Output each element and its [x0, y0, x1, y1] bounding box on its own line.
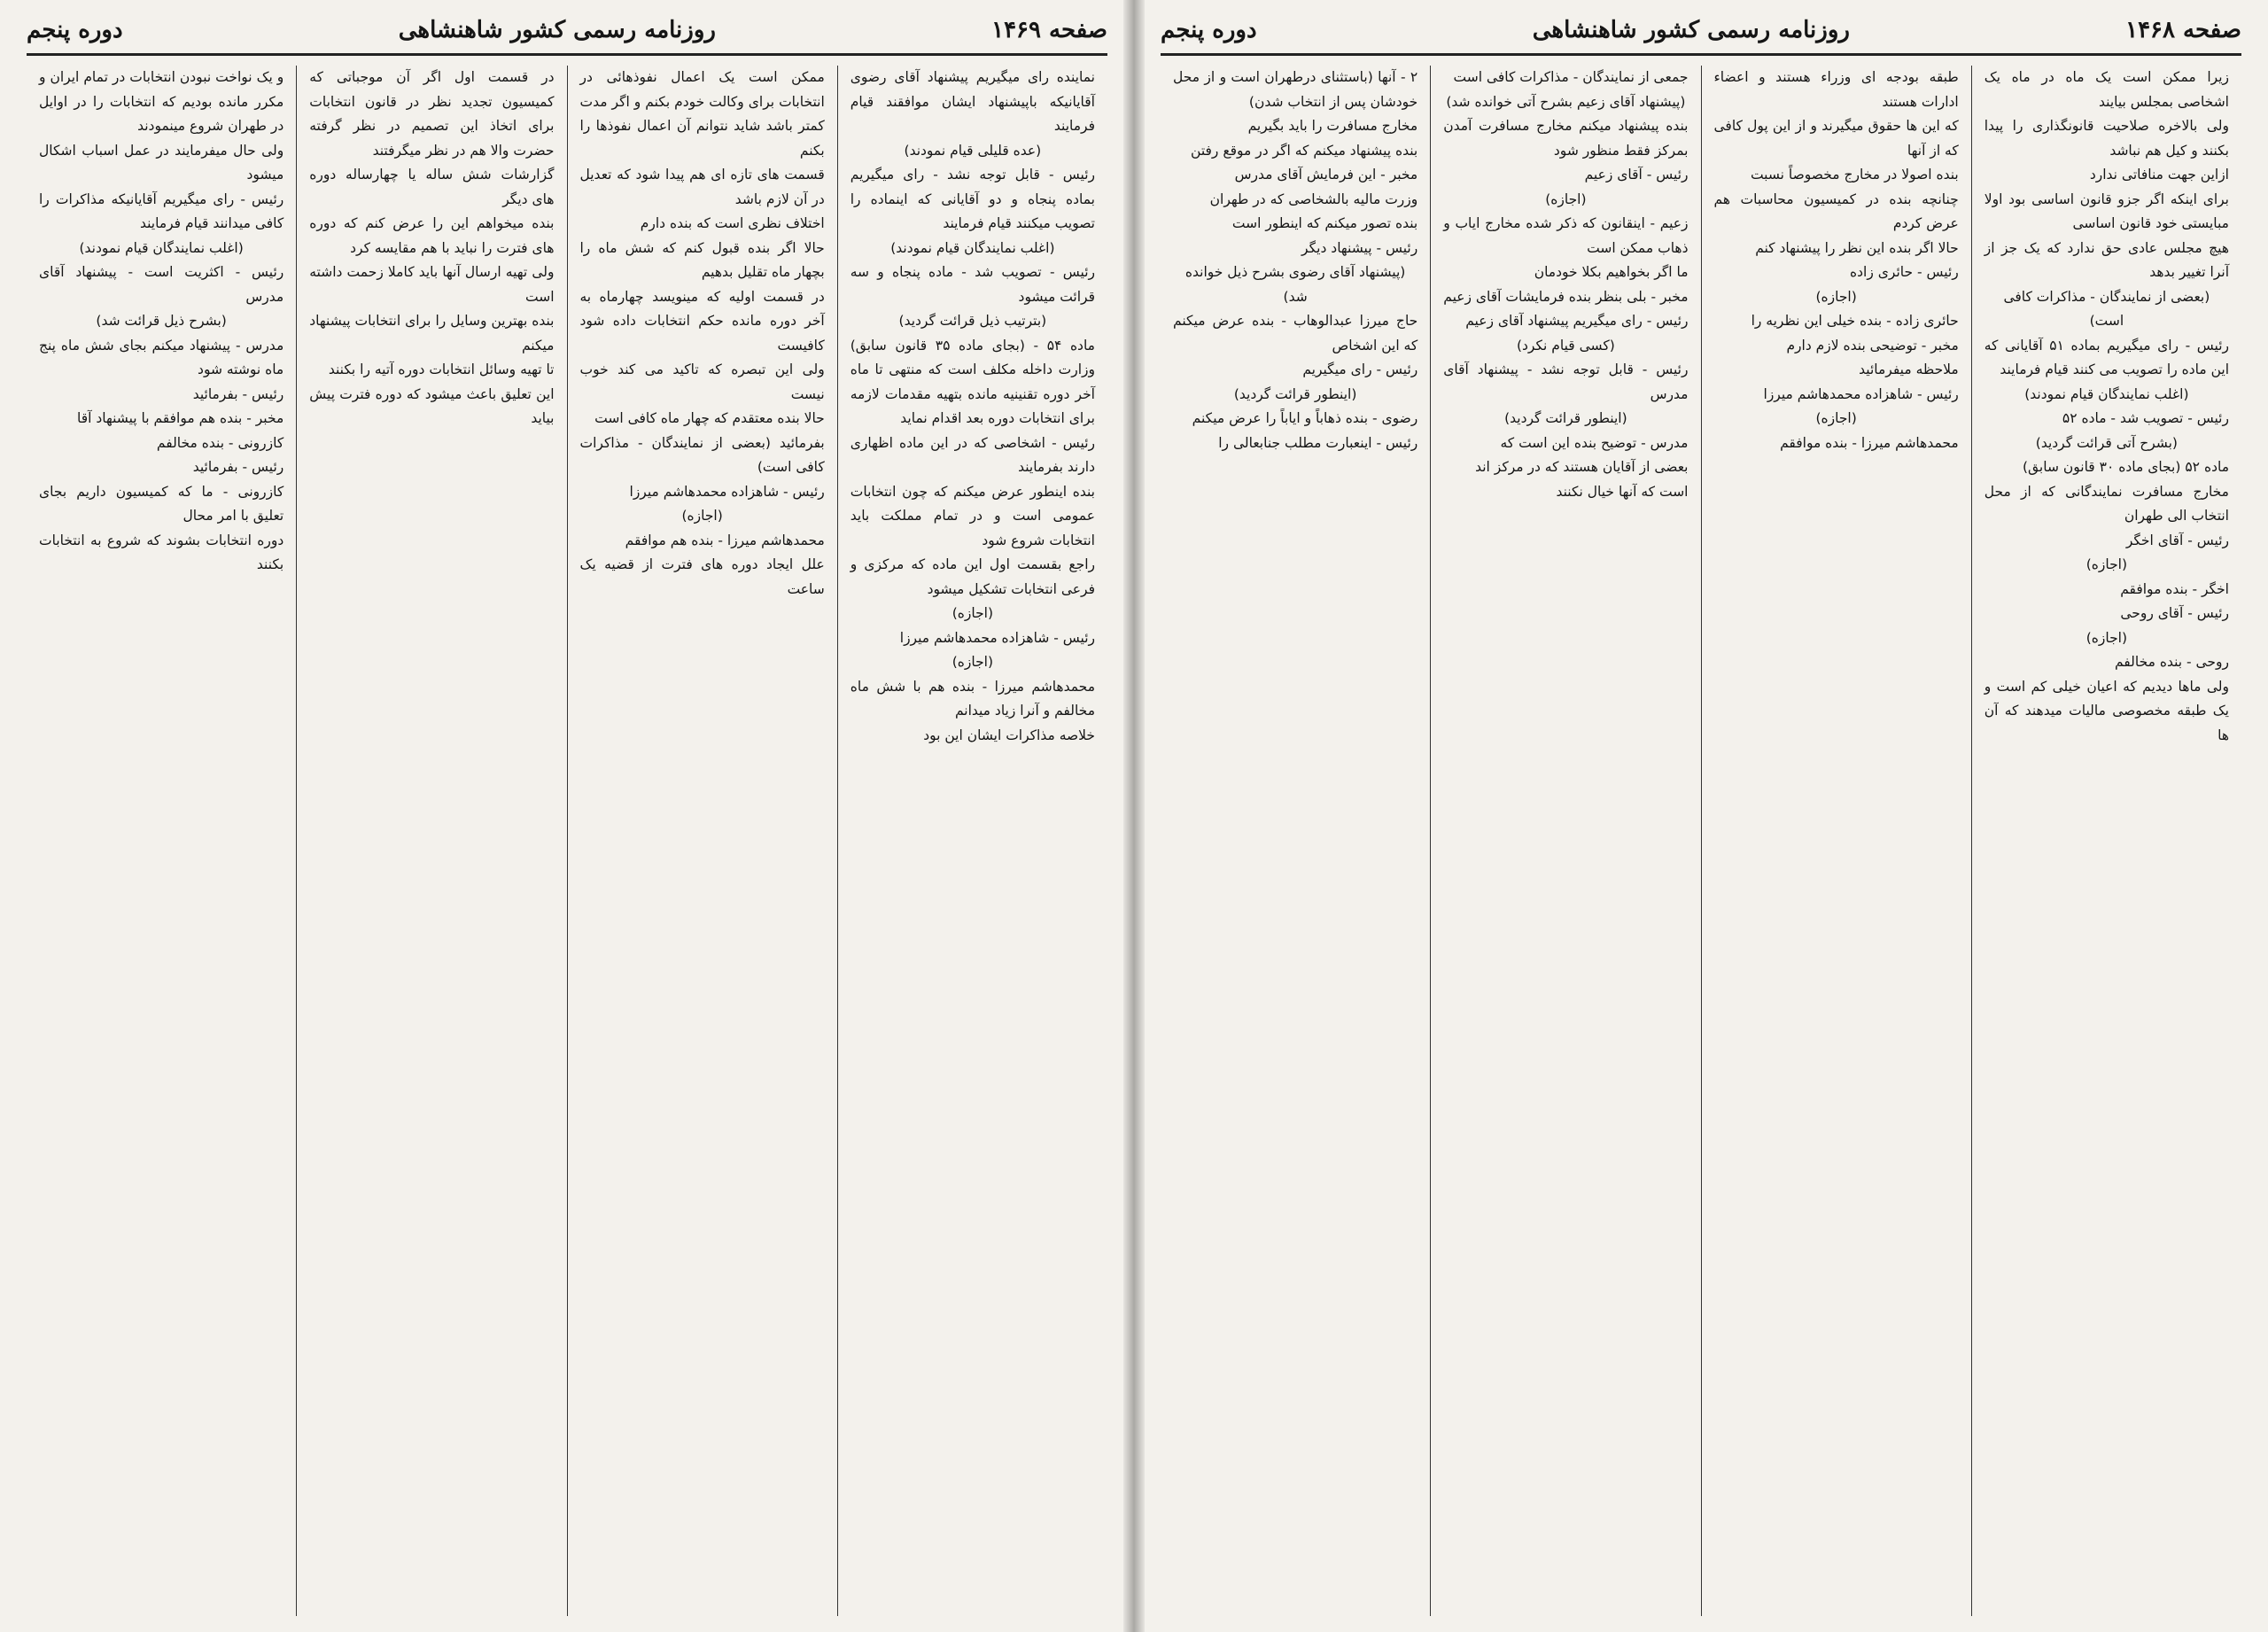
text-column [1430, 66, 1700, 1616]
column-paragraph: ولی حال میفرمایند در عمل اسباب اشکال میشود [39, 142, 284, 183]
column-paragraph: مدرس - توضیح بنده این است که [1500, 434, 1689, 451]
column-paragraph: رئیس - اکثریت است - پیشنهاد آقای مدرس [39, 264, 284, 305]
column-paragraph: مخارج مسافرت را باید بگیریم [1247, 118, 1418, 134]
column-paragraph: (اغلب نمایندگان قیام نمودند) [2024, 385, 2189, 402]
column-paragraph: این تعلیق باعث میشود که دوره فترت پیش بیاید [309, 385, 555, 426]
column-paragraph: است که آنها خیال نکنند [1556, 483, 1689, 500]
column-paragraph: ولی بالاخره صلاحیت قانونگذاری را پیدا بکنند و کیل هم نباشد [1984, 118, 2229, 159]
column-paragraph: (بشرح آتی قرائت گردید) [2035, 434, 2178, 451]
newspaper-title: روزنامه رسمی کشور شاهنشاهی [398, 17, 716, 43]
column-paragraph: رئیس - قابل توجه نشد - پیشنهاد آقای مدرس [1443, 361, 1689, 402]
column-paragraph: (اجازه) [1545, 190, 1587, 207]
column-paragraph: ۲ - آنها (باستثنای درطهران است و از محل خودشان پس از انتخاب شدن) [1173, 69, 1418, 110]
column-paragraph: روحی - بنده مخالفم [2114, 654, 2229, 670]
column-paragraph: در قسمت اول اگر آن موجباتی که کمیسیون تجدید نظر در قانون انتخابات برای اتخاذ این تصمیم در نظر گرفته حضرت والا هم در نظر میگرفتند [309, 69, 555, 159]
column-paragraph: رئیس - آقای اخگر [2125, 532, 2229, 548]
column-paragraph: ما اگر بخواهیم بکلا خودمان [1534, 264, 1689, 280]
column-paragraph: مخارج مسافرت نمایندگانی که از محل انتخاب الی طهران [1984, 483, 2229, 524]
column-paragraph: مخبر - بنده هم موافقم با پیشنهاد آقا [76, 410, 284, 426]
column-paragraph: (اجازه) [681, 508, 723, 524]
column-paragraph: زیرا ممکن است یک ماه در ماه یک اشخاصی بمجلس بیایند [1984, 69, 2229, 110]
column-paragraph: محمدهاشم میرزا - بنده هم موافقم [625, 532, 825, 548]
column-paragraph: گزارشات شش ساله یا چهارساله دوره های دیگر [309, 167, 555, 207]
column-paragraph: (اجازه) [1815, 410, 1857, 426]
column-paragraph: بفرمائید (بعضی از نمایندگان - مذاکرات کافی است) [579, 434, 825, 475]
column-paragraph: برای اینکه اگر جزو قانون اساسی بود اولا مبایستی خود قانون اساسی [1984, 190, 2229, 231]
column-paragraph: مخبر - بلی بنظر بنده فرمایشات آقای زعیم [1443, 288, 1689, 305]
column-paragraph: رئیس - شاهزاده محمدهاشم میرزا [629, 483, 825, 500]
column-paragraph: رئیس - تصویب شد - ماده ۵۲ [2062, 410, 2229, 426]
column-paragraph: مخبر - این فرمایش آقای مدرس [1234, 167, 1418, 183]
column-paragraph: ولی تهیه ارسال آنها باید کاملا زحمت داشته است [309, 264, 555, 305]
column-paragraph: (اجازه) [1815, 288, 1857, 305]
column-paragraph: محمدهاشم میرزا - بنده هم با شش ماه مخالفم و آنرا زیاد میدانم [850, 678, 1095, 719]
column-paragraph: ولی ماها دیدیم که اعیان خیلی کم است و یک طبقه مخصوصی مالیات میدهند که آن ها [1984, 678, 2229, 743]
column-paragraph: دوره انتخابات بشوند که شروع به انتخابات بکنند [39, 532, 284, 572]
column-paragraph: هیچ مجلس عادی حق ندارد که یک جز از آنرا تغییر بدهد [1984, 239, 2229, 280]
column-paragraph: (کسی قیام نکرد) [1516, 337, 1615, 354]
column-paragraph: ماده ۵۲ (بجای ماده ۳۰ قانون سابق) [2022, 459, 2229, 475]
column-paragraph: حالا اگر بنده قبول کنم که شش ماه را بچهار ماه تقلیل بدهیم [579, 239, 825, 280]
column-paragraph: تا تهیه وسائل انتخابات دوره آتیه را بکنند [328, 361, 555, 377]
column-paragraph: علل ایجاد دوره های فترت از قضیه یک ساعت [579, 556, 825, 597]
column-paragraph: اخگر - بنده موافقم [2120, 580, 2229, 597]
column-paragraph: راجع بقسمت اول این ماده که مرکزی و فرعی انتخابات تشکیل میشود [850, 556, 1095, 597]
column-paragraph: رئیس - شاهزاده محمدهاشم میرزا [899, 629, 1095, 646]
page-header [27, 12, 1107, 48]
column-paragraph: ممکن است یک اعمال نفوذهائی در انتخابات برای وکالت خودم بکنم و اگر مدت کمتر باشد شاید نتوانم آن اعمال نفوذها را بکنم [579, 69, 825, 159]
column-paragraph: بنده میخواهم این را عرض کنم که دوره های فترت را نباید با هم مقایسه کرد [309, 215, 555, 256]
column-paragraph: (اغلب نمایندگان قیام نمودند) [890, 239, 1055, 256]
column-paragraph: خلاصه مذاکرات ایشان این بود [923, 727, 1095, 743]
column-paragraph: وزرت مالیه بالشخاصی که در طهران [1209, 190, 1418, 207]
header-rule [1161, 53, 2241, 56]
text-column [837, 66, 1107, 1616]
column-paragraph: بنده اصولا در مخارج مخصوصاً نسبت [1750, 167, 1959, 183]
column-paragraph: کازرونی - ما که کمیسیون داریم بجای تعلیق با امر محال [39, 483, 284, 524]
column-paragraph: رئیس - شاهزاده محمدهاشم میرزا [1763, 385, 1959, 402]
column-paragraph: در قسمت اولیه که مینویسد چهارماه به آخر دوره مانده حکم انتخابات داده شود کافیست [579, 288, 825, 354]
text-column [1971, 66, 2241, 1616]
column-paragraph: (اینطور قرائت گردید) [1233, 385, 1357, 402]
newspaper-title: روزنامه رسمی کشور شاهنشاهی [1532, 17, 1850, 43]
column-paragraph: ماده ۵۴ - (بجای ماده ۳۵ قانون سابق) وزارت داخله مکلف است که منتهی تا ماه آخر دوره تقنینیه مانده بتهیه مقدمات لازمه برای انتخابات دوره بعد اقدام نماید [850, 337, 1095, 426]
column-paragraph: رئیس - آقای روحی [2120, 605, 2229, 621]
column-paragraph: ازاین جهت منافاتی ندارد [2089, 167, 2229, 183]
column-paragraph: رئیس - رای میگیریم آقایانیکه مذاکرات را کافی میدانند قیام فرمایند [39, 190, 284, 231]
column-paragraph: که این ها حقوق میگیرند و از این پول کافی که از آنها [1713, 118, 1959, 159]
column-paragraph: طبقه بودجه ای وزراء هستند و اعضاء ادارات هستند [1713, 69, 1959, 110]
column-paragraph: (اغلب نمایندگان قیام نمودند) [79, 239, 244, 256]
column-paragraph: چنانچه بنده در کمیسیون محاسبات هم عرض کردم [1713, 190, 1959, 231]
binding-gutter [1123, 0, 1145, 1632]
column-paragraph: (اجازه) [951, 654, 994, 670]
text-column [27, 66, 296, 1616]
column-paragraph: بنده تصور میکنم که اینطور است [1231, 215, 1418, 231]
column-paragraph: بنده پیشنهاد میکنم مخارج مسافرت آمدن بمرکز فقط منظور شود [1443, 118, 1689, 159]
column-paragraph: رئیس - اینعبارت مطلب جنابعالی را [1218, 434, 1418, 451]
header-rule [27, 53, 1107, 56]
column-paragraph: رضوی - بنده ذهاباً و ایاباً را عرض میکنم [1192, 410, 1418, 426]
column-paragraph: رئیس - رای میگیریم بماده ۵۱ آقایانی که این ماده را تصویب می کنند قیام فرمایند [1984, 337, 2229, 377]
column-paragraph: محمدهاشم میرزا - بنده موافقم [1780, 434, 1959, 451]
column-paragraph: (بشرح ذیل قرائت شد) [96, 313, 227, 329]
column-paragraph: رئیس - آقای زعیم [1584, 167, 1689, 183]
column-paragraph: مخبر - توضیحی بنده لازم دارم [1786, 337, 1959, 354]
column-paragraph: مدرس - پیشنهاد میکنم بجای شش ماه پنج ماه نوشته شود [39, 337, 284, 377]
text-columns [27, 66, 1107, 1616]
column-paragraph: رئیس - رای میگیریم پیشنهاد آقای زعیم [1465, 313, 1689, 329]
column-paragraph: قسمت های تازه ای هم پیدا شود که تعدیل در آن لازم باشد [579, 167, 825, 207]
column-paragraph: رئیس - تصویب شد - ماده پنجاه و سه قرائت میشود [850, 264, 1095, 305]
column-paragraph: رئیس - رای میگیریم [1302, 361, 1418, 377]
column-paragraph: رئیس - بفرمائید [192, 459, 284, 475]
column-paragraph: بعضی از آقایان هستند که در مرکز اند [1475, 459, 1689, 475]
column-paragraph: حاج میرزا عبدالوهاب - بنده عرض میکنم که این اشخاص [1173, 313, 1418, 354]
text-column [1161, 66, 1430, 1616]
column-paragraph: جمعی از نمایندگان - مذاکرات کافی است [1453, 69, 1689, 85]
column-paragraph: کازرونی - بنده مخالفم [156, 434, 284, 451]
column-paragraph: (پیشنهاد آقای رضوی بشرح ذیل خوانده شد) [1184, 264, 1406, 305]
edition: دوره پنجم [27, 17, 123, 43]
column-paragraph: نماینده رای میگیریم پیشنهاد آقای رضوی آقایانیکه باپیشنهاد ایشان موافقند قیام فرمایند [850, 69, 1095, 134]
text-columns [1161, 66, 2241, 1616]
column-paragraph: (عده قلیلی قیام نمودند) [904, 142, 1042, 159]
column-paragraph: ملاحظه میفرمائید [1859, 361, 1959, 377]
column-paragraph: رئیس - پیشنهاد دیگر [1301, 239, 1418, 256]
column-paragraph: (اینطور قرائت گردید) [1504, 410, 1627, 426]
page-number: صفحه ۱۴۶۸ [2125, 17, 2241, 43]
text-column [1701, 66, 1971, 1616]
column-paragraph: حالا بنده معتقدم که چهار ماه کافی است [594, 410, 825, 426]
column-paragraph: رئیس - قابل توجه نشد - رای میگیریم بماده پنجاه و دو آقایانی که اینماده را تصویب میکنند قیام فرمایند [850, 167, 1095, 231]
column-paragraph: اختلاف نظری است که بنده دارم [640, 215, 825, 231]
column-paragraph: بنده بهترین وسایل را برای انتخابات پیشنهاد میکنم [309, 313, 555, 354]
column-paragraph: رئیس - اشخاصی که در این ماده اظهاری دارند بفرمایند [850, 434, 1095, 475]
column-paragraph: (پیشنهاد آقای زعیم بشرح آتی خوانده شد) [1446, 93, 1686, 110]
right-page [1134, 0, 2268, 1632]
column-paragraph: حالا اگر بنده این نظر را پیشنهاد کنم [1755, 239, 1959, 256]
column-paragraph: رئیس - بفرمائید [192, 385, 284, 402]
column-paragraph: (اجازه) [2085, 556, 2128, 572]
page-header [1161, 12, 2241, 48]
text-column [567, 66, 837, 1616]
column-paragraph: (اجازه) [2085, 629, 2128, 646]
column-paragraph: و یک نواخت نبودن انتخابات در تمام ایران و مکرر مانده بودیم که انتخابات را در اوایل در طهران شروع مینمودند [39, 69, 284, 134]
column-paragraph: بنده اینطور عرض میکنم که چون انتخابات عمومی است و در تمام مملکت باید انتخابات شروع شود [850, 483, 1095, 548]
page-number: صفحه ۱۴۶۹ [991, 17, 1107, 43]
column-paragraph: رئیس - حائری زاده [1850, 264, 1959, 280]
column-paragraph: زعیم - اینقانون که ذکر شده مخارج ایاب و ذهاب ممکن است [1443, 215, 1689, 256]
column-paragraph: بنده پیشنهاد میکنم که اگر در موقع رفتن [1191, 142, 1418, 159]
column-paragraph: (اجازه) [951, 605, 994, 621]
edition: دوره پنجم [1161, 17, 1257, 43]
column-paragraph: (بعضی از نمایندگان - مذاکرات کافی است) [2003, 288, 2210, 329]
column-paragraph: حائری زاده - بنده خیلی این نظریه را [1751, 313, 1959, 329]
column-paragraph: (بترتیب ذیل قرائت گردید) [898, 313, 1047, 329]
text-column [296, 66, 566, 1616]
column-paragraph: ولی این تبصره که تاکید می کند خوب نیست [579, 361, 825, 402]
